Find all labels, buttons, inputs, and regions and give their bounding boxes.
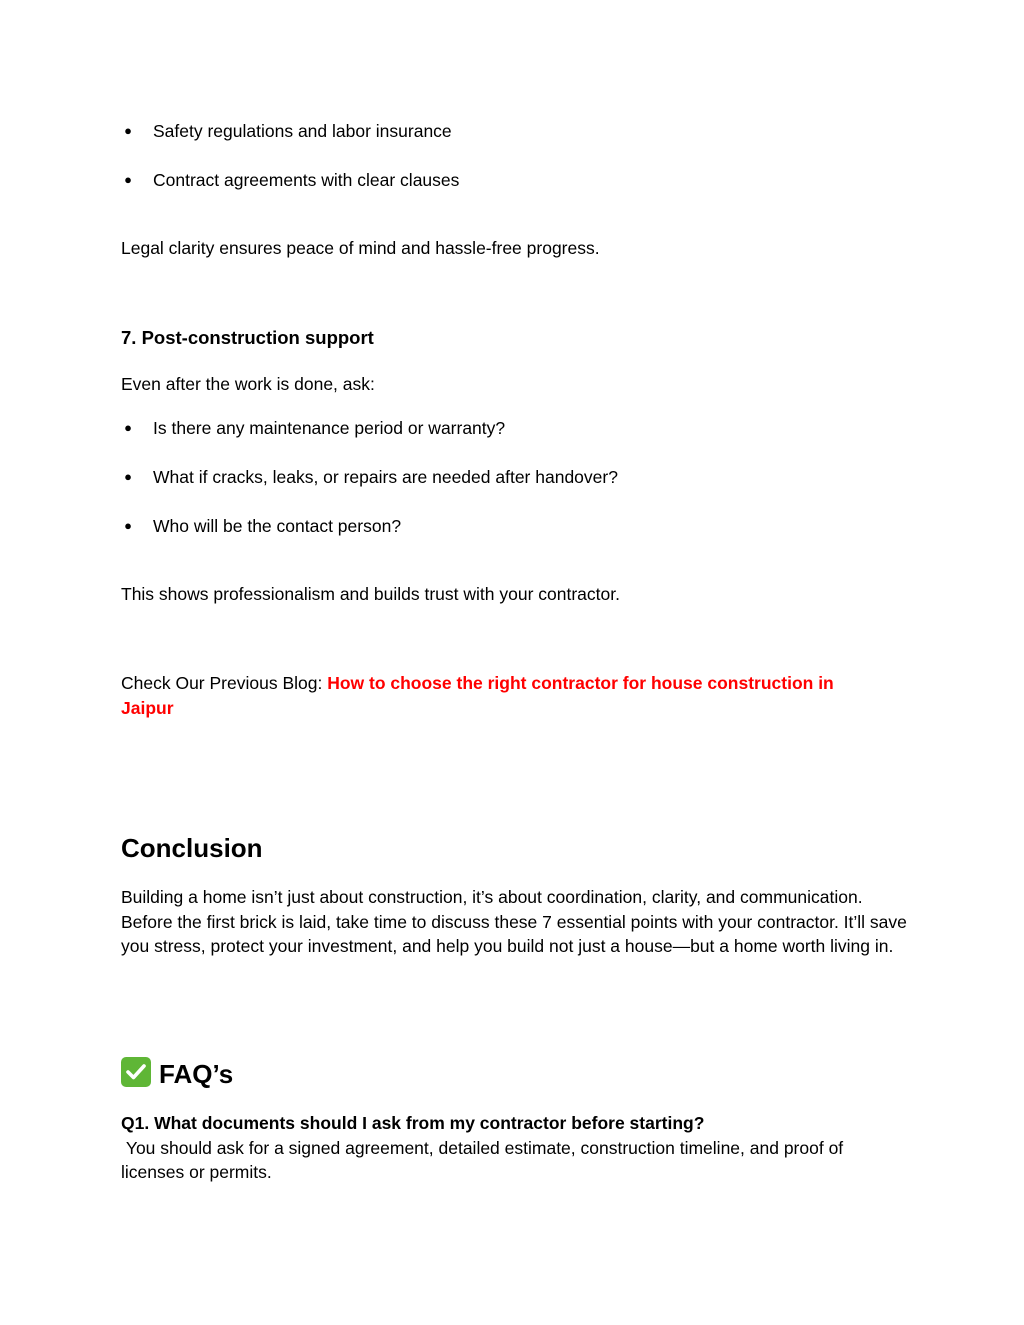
faq-item [121, 1111, 911, 1185]
list-item [124, 416, 506, 440]
section6-closing: Legal clarity ensures peace of mind and hassle-free progress. [121, 238, 600, 258]
list-item-text: Who will be the contact person? [153, 516, 402, 536]
faq-answer: You should ask for a signed agreement, detailed estimate, construction timeline, and proof of licenses or permits. [121, 1137, 849, 1182]
previous-blog-paragraph [121, 671, 891, 720]
previous-blog-link[interactable]: How to choose the right contractor for house construction in Jaipur [121, 673, 834, 718]
faq-heading-row [121, 1057, 233, 1091]
list-item [124, 465, 618, 489]
bullet-icon: ● [124, 123, 132, 138]
bullet-icon: ● [124, 420, 132, 435]
faq-question: Q1. What documents should I ask from my contractor before starting? [121, 1113, 705, 1133]
list-item [124, 514, 402, 538]
previous-blog-prefix: Check Our Previous Blog: [121, 673, 328, 693]
section7-intro: Even after the work is done, ask: [121, 374, 375, 394]
check-mark-button-icon [121, 1057, 151, 1087]
list-item-text: Safety regulations and labor insurance [153, 121, 452, 141]
bullet-icon: ● [124, 518, 132, 533]
bullet-icon: ● [124, 172, 132, 187]
conclusion-heading: Conclusion [121, 833, 263, 863]
list-item [124, 119, 452, 143]
conclusion-body: Building a home isn’t just about construction, it’s about coordination, clarity, and communication. Before the first brick is laid, take time to discuss these 7 essential points with your contractor. It’ll save you stress, protect your investment, and help you build not just a house—but a home worth living in. [121, 887, 907, 956]
list-item-text: Is there any maintenance period or warranty? [153, 418, 506, 438]
bullet-icon: ● [124, 469, 132, 484]
section7-heading: 7. Post-construction support [121, 327, 374, 348]
section7-closing: This shows professionalism and builds trust with your contractor. [121, 584, 620, 604]
list-item [124, 168, 460, 192]
faq-heading: FAQ’s [159, 1059, 234, 1089]
list-item-text: What if cracks, leaks, or repairs are needed after handover? [153, 467, 618, 487]
list-item-text: Contract agreements with clear clauses [153, 170, 460, 190]
